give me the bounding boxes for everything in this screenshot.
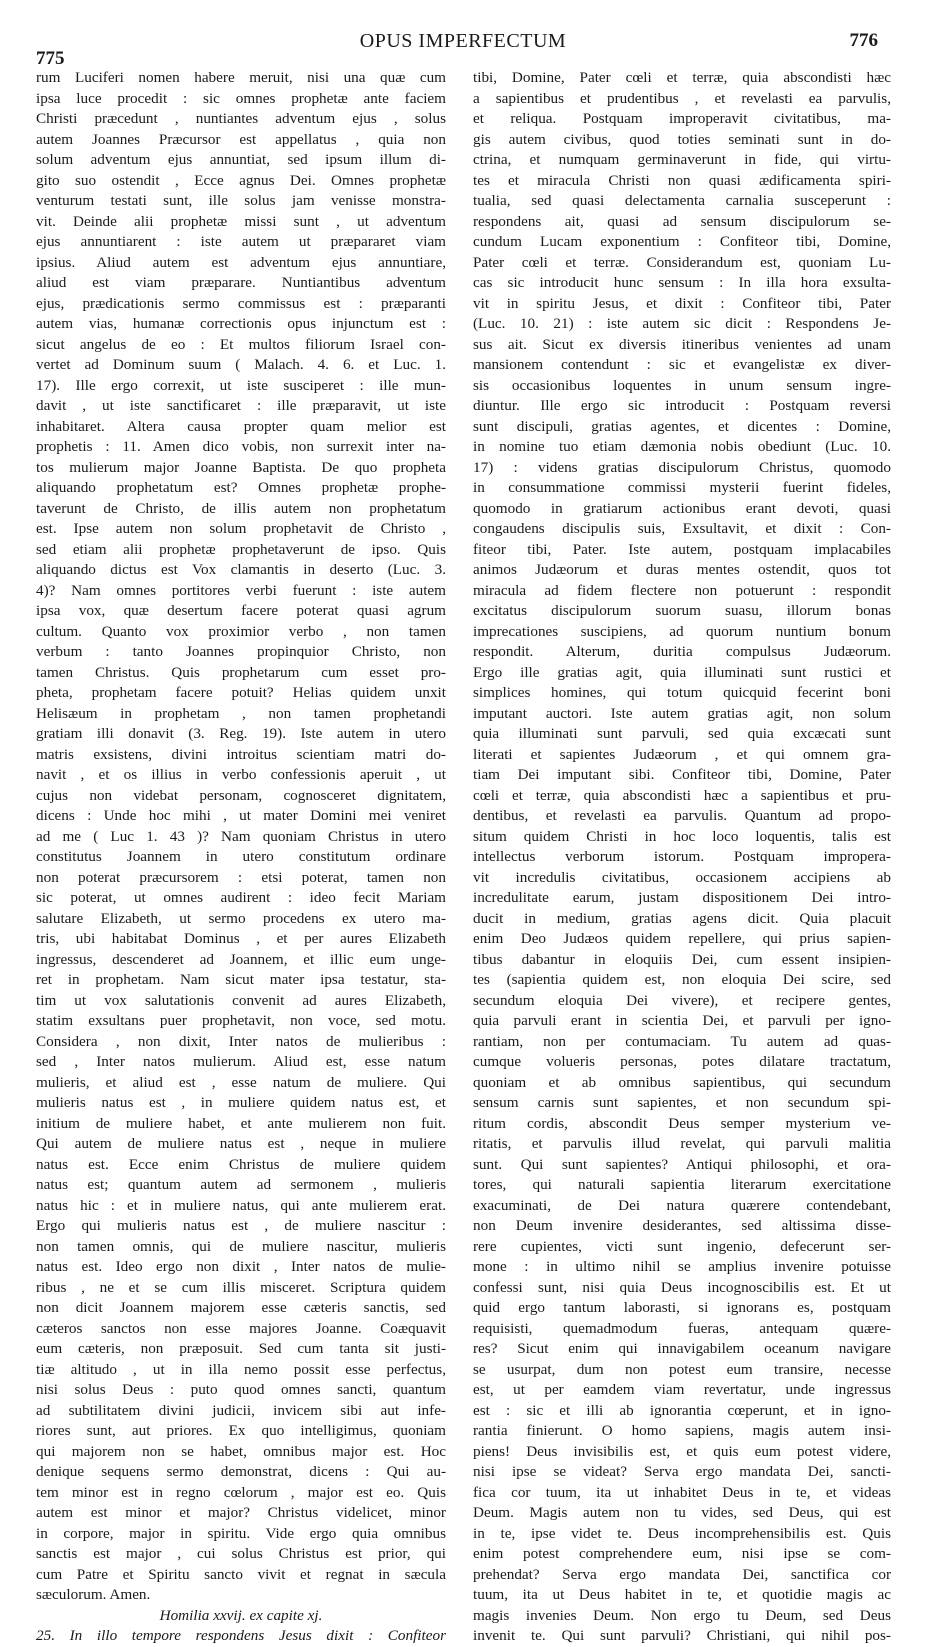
text-line: sanctis est major , cui solus Christus est prior, qui xyxy=(36,1545,446,1562)
text-line: sed , Inter natos mulierum. Aliud est, esse natum xyxy=(36,1053,446,1070)
text-line: matris exsistens, divini introitus scientiam matri do- xyxy=(36,745,446,763)
text-line: dicens : Unde hoc mihi , ut mater Domini mei veniret xyxy=(36,807,446,824)
text-line: mone : in ultimo nihil se amplius invenire potuisse xyxy=(473,1258,891,1275)
running-title: OPUS IMPERFECTUM xyxy=(359,30,567,52)
text-line: quia parvuli erant in scientia Dei, et parvuli per igno- xyxy=(473,1012,891,1029)
text-line: cæteros sanctos non esse majores Joanne. Coæquavit xyxy=(36,1319,446,1337)
right-page-number: 776 xyxy=(849,30,878,51)
text-line: tem minor est in regno cœlorum , major est eo. Quis xyxy=(36,1483,446,1501)
text-line: sunt. Qui sunt sapientes? Antiqui philosophi, et ora- xyxy=(473,1155,891,1173)
text-line: Ergo ille gratias agit, quia illuminati sunt rustici et xyxy=(473,663,891,681)
text-line: incredulitate earum, justam dispositionem Dei intro- xyxy=(473,889,891,906)
text-line: situm quidem Christi in hoc loco loquentis, talis est xyxy=(473,827,891,845)
text-line: non Deum invenire desiderantes, sed altissima disse- xyxy=(473,1217,891,1234)
text-line: pheta, prophetam facere potuit? Helias quidem unxit xyxy=(36,684,446,701)
text-line: eum cæteris, non præposuit. Sed cum tanta sit justi- xyxy=(36,1340,446,1357)
text-line: salutare Elizabeth, ut sermo procedens ex utero ma- xyxy=(36,909,446,927)
text-line: tes (sapientia quidem est, non eloquia Dei scire, sed xyxy=(473,971,891,988)
text-line: Considera , non dixit, Inter natos de mulieribus : xyxy=(36,1032,446,1050)
left-page-number: 775 xyxy=(36,48,65,69)
text-line: gito suo ostendit , Ecce agnus Dei. Omnes prophetæ xyxy=(36,171,446,189)
text-line: 25. In illo tempore respondens Jesus dixit : Confiteor xyxy=(36,1627,446,1644)
text-line: sed etiam alii prophetæ prophetaverunt de ipso. Quis xyxy=(36,540,446,558)
text-line: enim potest comprehendere eum, nisi ipse se com- xyxy=(473,1545,891,1562)
text-line: tos mulierum major Joanne Baptista. De quo propheta xyxy=(36,458,446,476)
text-line: et reliqua. Postquam improperavit civitatibus, ma- xyxy=(473,110,891,127)
text-line: Qui autem de muliere natus est , neque in muliere xyxy=(36,1135,446,1152)
text-line: non poterat præcursorem : etsi poterat, tamen non xyxy=(36,868,446,886)
text-line: piens! Deus invisibilis est, et quis eum potest videre, xyxy=(473,1442,891,1460)
text-line: est. Ipse autem non solum prophetavit de Christo , xyxy=(36,520,446,537)
text-line: quid ergo tantum laborasti, si ignorans es, postquam xyxy=(473,1299,891,1316)
text-line: in nomine tuo etiam dæmonia nobis obediunt (Luc. 10. xyxy=(473,438,891,455)
text-line: initium de muliere habet, et ante mulierem non fuit. xyxy=(36,1114,446,1132)
text-line: cundum Lucam exponentium : Confiteor tibi, Domine, xyxy=(473,233,891,250)
text-line: fiteor tibi, Pater. Iste autem, postquam implacabiles xyxy=(473,540,891,558)
text-line: natus est; quantum autem ad sermonem , mulieris xyxy=(36,1176,446,1193)
text-line: intellectus verborum istorum. Postquam impropera- xyxy=(473,848,891,865)
text-line: cultum. Quanto vox proximior verbo , non tamen xyxy=(36,622,446,640)
text-line: rere cupientes, victi sunt ingenio, defecerunt ser- xyxy=(473,1237,891,1255)
text-line: mulieris natus est , in muliere quidem natus est, et xyxy=(36,1094,446,1111)
text-line: cum Patre et Spiritu sancto vivit et regnat in sæcula xyxy=(36,1565,446,1583)
text-line: cœli et terræ, quia abscondisti hæc a sapientibus et pru- xyxy=(473,786,891,804)
text-line: ejus, prædicationis sermo commissus est : præparanti xyxy=(36,294,446,312)
text-line: autem vias, humanæ correctionis opus injunctum est : xyxy=(36,315,446,332)
text-line: ingressus, descenderet ad Joannem, et illic eum unge- xyxy=(36,950,446,968)
text-line: Christi præcedunt , nuntiantes adventum ejus , solus xyxy=(36,110,446,127)
text-line: cumque volueris personas, potes dilatare tractatum, xyxy=(473,1053,891,1070)
text-line: simplices homines, qui totum quicquid fecerint boni xyxy=(473,684,891,701)
text-line: natus est. Ecce enim Christus de muliere quidem xyxy=(36,1155,446,1173)
text-line: sic poterat, ut omnes audirent : ideo fecit Mariam xyxy=(36,889,446,906)
left-text-column xyxy=(36,68,446,1647)
text-line: qui majorem non se habet, omnibus major est. Hoc xyxy=(36,1442,446,1460)
text-line: taverunt de Christo, de illis autem non prophetatum xyxy=(36,499,446,517)
text-line: gratiam illi donavit (3. Reg. 19). Iste autem in utero xyxy=(36,725,446,742)
text-line: fica cor tuum, ita ut inhabitet Deus in te, et videas xyxy=(473,1483,891,1501)
text-line: respondens ait, quasi ad sensum discipulorum se- xyxy=(473,212,891,230)
text-line: Pater cœli et terræ. Considerandum est, quoniam Lu- xyxy=(473,253,891,271)
text-line: imprecationes suscipiens, ad quorum nuntium bonum xyxy=(473,622,891,640)
text-line: se usurpat, dum non potest eum transire, necesse xyxy=(473,1360,891,1378)
text-line: in te, ipse videt te. Deus incomprehensibilis est. Quis xyxy=(473,1524,891,1542)
text-line: diuntur. Ille ergo sic introducit : Postquam reversi xyxy=(473,397,891,414)
text-line: ritum cordis, abscondit Deus semper mysterium ve- xyxy=(473,1114,891,1132)
text-line: tris, ubi habitabat Dominus , et per aures Elizabeth xyxy=(36,930,446,947)
text-line: cujus non videbat personam, cognosceret dignitatem, xyxy=(36,786,446,804)
text-line: prophetis : 11. Amen dico vobis, non surrexit inter na- xyxy=(36,438,446,455)
text-line: gis autem civibus, quod toties seminati sunt in do- xyxy=(473,130,891,148)
text-line: nisi ipse se videat? Serva ergo mandata Dei, sancti- xyxy=(473,1463,891,1480)
text-line: secundum eloquia Dei vivere), et recipere gentes, xyxy=(473,991,891,1009)
text-line: res? Sicut enim qui innavigabilem oceanum navigare xyxy=(473,1340,891,1357)
text-line: rum Luciferi nomen habere meruit, nisi una quæ cum xyxy=(36,69,446,86)
text-line: venturum testati sunt, ille solus jam venisse monstra- xyxy=(36,192,446,209)
text-line: ducit in medium, gratias agens dicit. Quia placuit xyxy=(473,909,891,927)
text-line: vit incredulis civitatibus, occasionem accipiens ab xyxy=(473,868,891,886)
text-line: 4)? Nam omnes portitores verbi fuerunt : iste autem xyxy=(36,581,446,599)
text-line: prehendat? Serva ergo mandata Dei, sanctifica cor xyxy=(473,1565,891,1583)
text-line: ipsius. Aliud autem est adventum ejus annuntiare, xyxy=(36,253,446,271)
text-line: vit in spiritu Jesus, et dixit : Confiteor tibi, Pater xyxy=(473,294,891,312)
text-line: natus hic : et in muliere natus, qui ante mulierem erat. xyxy=(36,1196,446,1214)
text-line: cas sic introducit hunc sensum : In illa hora exsulta- xyxy=(473,274,891,291)
text-line: non dicit Joannem majorem esse cæteris sanctis, sed xyxy=(36,1299,446,1316)
text-line: autem Joannes Præcursor est appellatus , quia non xyxy=(36,130,446,148)
text-line: non tamen omnis, qui de muliere nascitur, mulieris xyxy=(36,1237,446,1255)
text-line: tamen Christus. Quis prophetarum cum esset pro- xyxy=(36,663,446,681)
text-line: tualia, sed quasi delectamenta carnalia susceperunt : xyxy=(473,192,891,209)
text-line: rantiam, non per contumaciam. Tu autem ad quas- xyxy=(473,1032,891,1050)
text-line: statim exsultans puer prophetavit, non voce, sed motu. xyxy=(36,1012,446,1029)
text-line: solum adventum ejus annuntiat, sed ipsum illum di- xyxy=(36,151,446,168)
text-line: respondit. Alterum, duritia compulsus Judæorum. xyxy=(473,643,891,660)
text-line: quomodo in gratiarum actionibus erant devoti, quasi xyxy=(473,499,891,517)
text-line: animos Judæorum et duras mentes ostendit, quos tot xyxy=(473,561,891,578)
text-line: dentibus, et revelasti ea parvulis. Quantum ad propo- xyxy=(473,807,891,824)
text-line: ret in prophetam. Nam sicut mater ipsa testatur, sta- xyxy=(36,971,446,988)
text-line: tibi, Domine, Pater cœli et terræ, quia abscondisti hæc xyxy=(473,69,891,86)
text-line: constitutus Joannem in utero constitutum ordinare xyxy=(36,848,446,865)
text-line: in corpore, major in spiritu. Vide ergo quia omnibus xyxy=(36,1524,446,1542)
text-line: sunt discipuli, gratias agentes, et dicentes : Domine, xyxy=(473,417,891,435)
text-line: est : sic et illi ab ignorantia cœperunt, et in igno- xyxy=(473,1401,891,1419)
text-line: excitatus discipulorum suorum suasu, illorum bonas xyxy=(473,602,891,619)
text-line: verbum : tanto Joannes propinquior Christo, non xyxy=(36,643,446,660)
text-line: sensum carnis sunt sapientes, et non secundum spi- xyxy=(473,1094,891,1111)
text-line: ipsa luce procedit : sic omnes prophetæ ante faciem xyxy=(36,89,446,107)
text-line: quia illuminati sunt parvuli, sed quia excæcati sunt xyxy=(473,725,891,742)
text-line: denique sequens sermo demonstrat, dicens : Qui au- xyxy=(36,1463,446,1480)
text-line: vertet ad Dominum suum ( Malach. 4. 6. et Luc. 1. xyxy=(36,356,446,373)
text-line: ctrina, et numquam germinaverunt in fide, qui virtu- xyxy=(473,151,891,168)
text-line: quoniam et ab omnibus sapientibus, qui secundum xyxy=(473,1073,891,1091)
text-line: nisi solus Deus : puto quod omnes sancti, quantum xyxy=(36,1381,446,1398)
text-line: congaudens discipulis suis, Exsultavit, et dixit : Con- xyxy=(473,520,891,537)
text-line: a sapientibus et prudentibus , et revelasti ea parvulis, xyxy=(473,89,891,107)
text-line: sus ait. Sicut ex diversis itineribus venientes ad unam xyxy=(473,335,891,353)
text-line: miracula ad fidem flectere non potuerunt : respondit xyxy=(473,581,891,599)
text-line: sicut angelus de eo : Et multos filiorum Israel con- xyxy=(36,335,446,353)
text-line: Deum. Magis autem non tu vides, sed Deus, qui est xyxy=(473,1504,891,1521)
text-line: autem est minor et major? Christus videlicet, minor xyxy=(36,1504,446,1521)
text-line: ad me ( Luc 1. 43 )? Nam quoniam Christus in utero xyxy=(36,827,446,845)
text-line: tiam Dei imputant sibi. Confiteor tibi, Domine, Pater xyxy=(473,766,891,783)
text-line: (Luc. 10. 21) : iste autem sic dicit : Respondens Je- xyxy=(473,315,891,332)
text-line: tiæ altitudo , ut in illa nemo possit esse perfectus, xyxy=(36,1360,446,1378)
text-line: Homilia xxvij. ex capite xj. xyxy=(159,1606,323,1624)
text-line: aliquando dictus est Vox clamantis in deserto (Luc. 3. xyxy=(36,561,446,578)
text-line: enim Deo Judæos quidem repellere, qui prius sapien- xyxy=(473,930,891,947)
text-line: natus est. Ideo ergo non dixit , Inter natos de mulie- xyxy=(36,1258,446,1275)
text-line: exacuminati, de Dei natura quærere contendebant, xyxy=(473,1196,891,1214)
text-line: confessi sunt, nisi quia Deus incognoscibilis est. Et ut xyxy=(473,1278,891,1296)
text-line: Helisæum in prophetam , non tamen prophetandi xyxy=(36,704,446,722)
text-line: vit. Deinde alii prophetæ missi sunt , ut adventum xyxy=(36,212,446,230)
right-text-column xyxy=(473,68,891,1647)
text-line: invenit te. Qui sunt parvuli? Christiani, qui nihil pos- xyxy=(473,1627,891,1644)
text-line: riores sunt, aut priores. Ex quo intelligimus, quoniam xyxy=(36,1422,446,1439)
text-line: ribus , ne et se cum illis misceret. Scriptura quidem xyxy=(36,1278,446,1296)
text-line: tim ut vox salutationis convenit ad aures Elizabeth, xyxy=(36,991,446,1009)
text-line: imputant auctori. Iste autem gratias agit, non solum xyxy=(473,704,891,722)
text-line: ipsa vox, quæ desertum facere poterat quasi agrum xyxy=(36,602,446,619)
text-line: 17) : videns gratias discipulorum Christus, quomodo xyxy=(473,458,891,476)
text-line: mansionem contendunt : sic et evangelistæ ex diver- xyxy=(473,356,891,373)
text-line: inhabitaret. Altera causa propter quam melior est xyxy=(36,417,446,435)
text-line: est, ut per eamdem viam revertatur, unde ingressus xyxy=(473,1381,891,1398)
text-line: sis occasionibus loquentes in unum sensum ingre- xyxy=(473,376,891,394)
text-line: tes et miracula Christi non quasi ædificamenta spiri- xyxy=(473,171,891,189)
text-line: ad subtilitatem divini judicii, invicem sibi aut infe- xyxy=(36,1401,446,1419)
text-line: magis invenies Deum. Non ergo tu Deum, sed Deus xyxy=(473,1606,891,1624)
text-line: tuum, ita ut Deus habitet in te, et quotidie magis ac xyxy=(473,1586,891,1603)
text-line: literati et sapientes Judæorum , et qui omnem gra- xyxy=(473,745,891,763)
text-line: tores, qui naturali sapientia literarum exercitatione xyxy=(473,1176,891,1193)
text-line: aliud est viam præparare. Nuntiantibus adventum xyxy=(36,274,446,291)
text-line: navit , et os illius in verbo confessionis aperuit , ut xyxy=(36,766,446,783)
text-line: ejus annuntiarent : iste autem ut præpararet viam xyxy=(36,233,446,250)
text-line: mulieris, et aliud est , esse natum de muliere. Qui xyxy=(36,1073,446,1091)
text-line: Ergo qui mulieris natus est , de muliere nascitur : xyxy=(36,1217,446,1234)
text-line: sæculorum. Amen. xyxy=(36,1586,151,1603)
text-line: requisisti, quemadmodum fueras, antequam quære- xyxy=(473,1319,891,1337)
text-line: rantia finierunt. O homo sapiens, magis autem insi- xyxy=(473,1422,891,1439)
text-line: aliquando prophetatum est? Omnes prophetæ prophe- xyxy=(36,479,446,496)
text-line: 17). Ille ergo correxit, ut iste susciperet : ille mun- xyxy=(36,376,446,394)
text-line: ritatis, et parvulis illud revelat, qui parvuli malitia xyxy=(473,1135,891,1152)
text-line: tibus dabantur in eloquiis Dei, cum essent insipien- xyxy=(473,950,891,968)
text-line: davit , ut iste sanctificaret : ille præparavit, ut iste xyxy=(36,397,446,414)
text-line: in consummatione commissi mysterii fuerint fideles, xyxy=(473,479,891,496)
